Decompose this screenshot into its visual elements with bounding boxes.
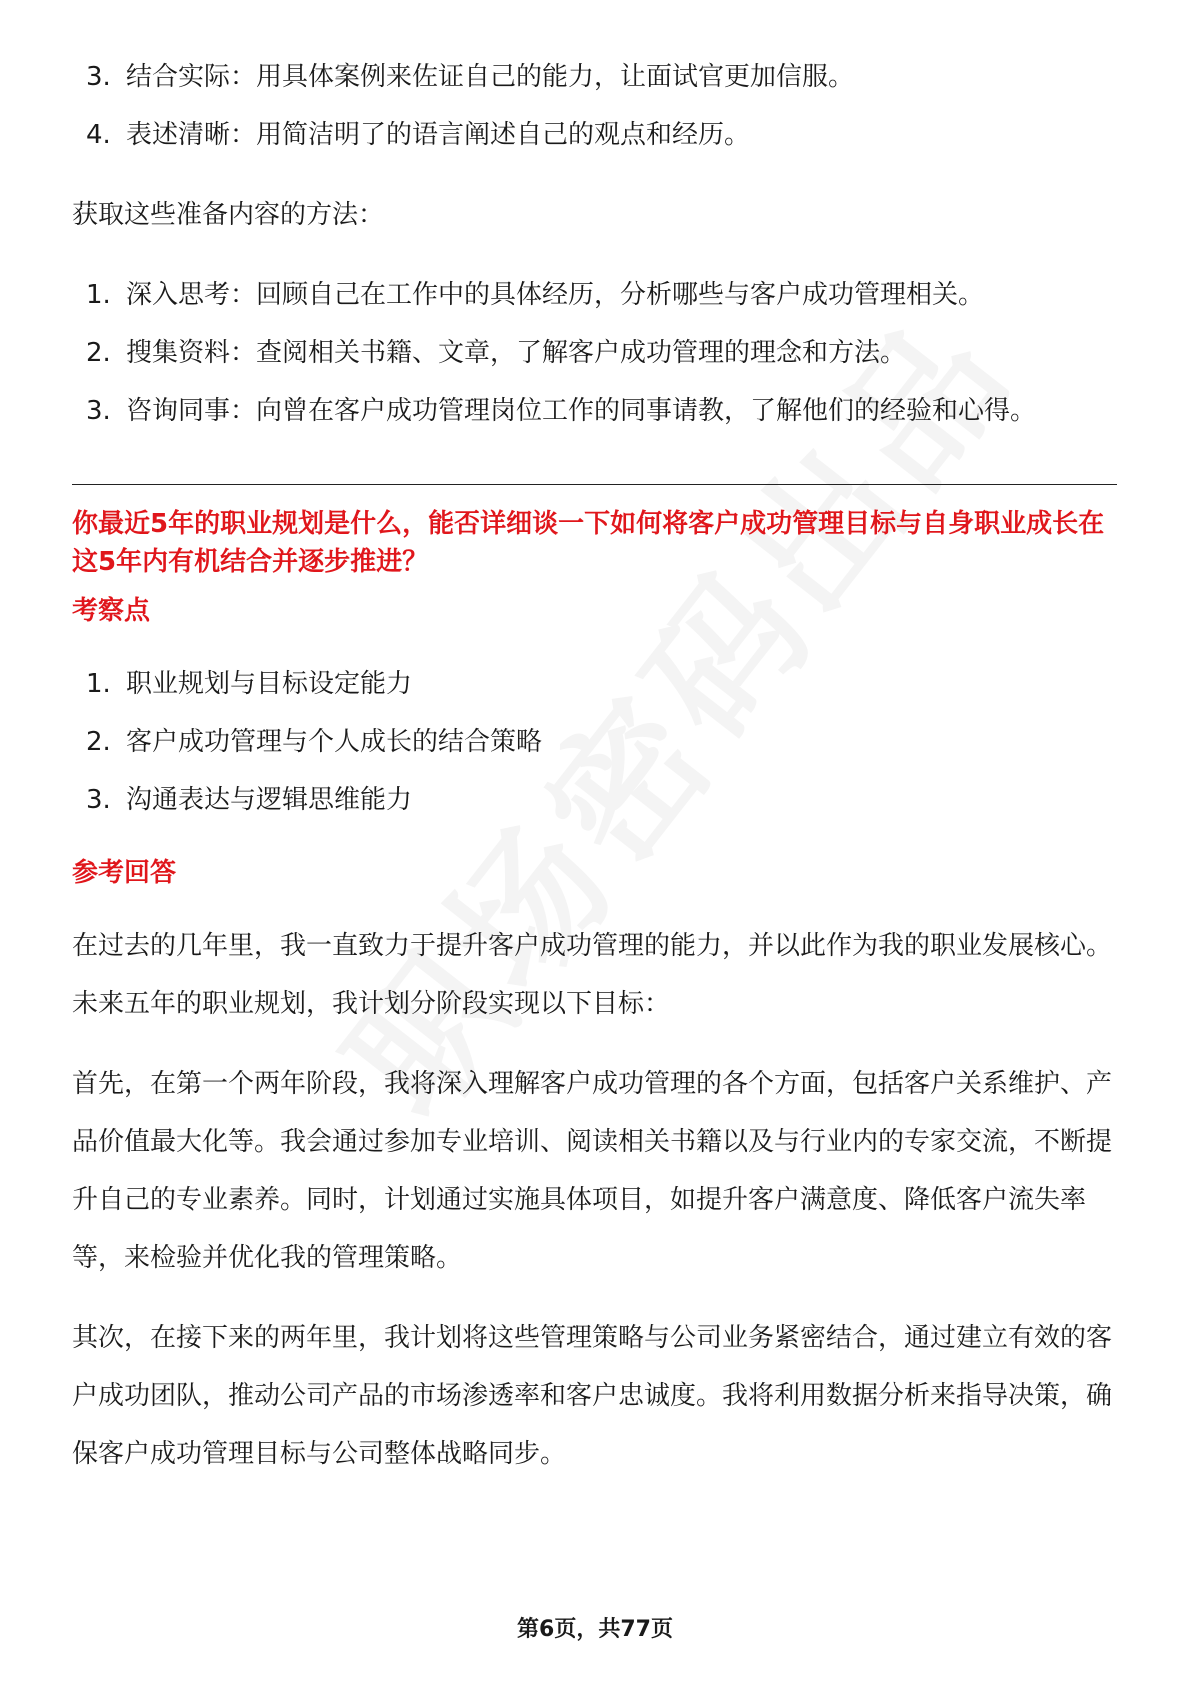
section-divider: [72, 484, 1117, 485]
document-page: [72, 0, 1117, 1684]
list-text: 沟通表达与逻辑思维能力: [126, 785, 413, 815]
list-text: 客户成功管理与个人成长的结合策略: [126, 727, 543, 757]
points-list: [72, 655, 1117, 829]
list-item: [72, 382, 1117, 440]
points-heading: 考察点: [72, 596, 151, 626]
list-item: [72, 713, 1117, 771]
list-item: [72, 266, 1117, 324]
page-number: 第6页，共77页: [517, 1617, 673, 1642]
list-number: 4.: [86, 120, 111, 150]
list-text: 职业规划与目标设定能力: [126, 669, 413, 699]
page-content: [72, 48, 1117, 1483]
question-title: 你最近5年的职业规划是什么，能否详细谈一下如何将客户成功管理目标与自身职业成长在这5年内有机结合并逐步推进？: [72, 509, 1105, 577]
methods-list: [72, 266, 1117, 440]
list-text: 搜集资料：查阅相关书籍、文章，了解客户成功管理的理念和方法。: [126, 338, 907, 368]
list-number: 1.: [86, 669, 111, 699]
answer-paragraph: 在过去的几年里，我一直致力于提升客户成功管理的能力，并以此作为我的职业发展核心。未来五年的职业规划，我计划分阶段实现以下目标：: [72, 931, 1113, 1019]
methods-heading: 获取这些准备内容的方法：: [72, 200, 385, 230]
list-text: 咨询同事：向曾在客户成功管理岗位工作的同事请教，了解他们的经验和心得。: [126, 396, 1037, 426]
list-item: [72, 324, 1117, 382]
list-number: 1.: [86, 280, 111, 310]
list-number: 2.: [86, 338, 111, 368]
list-number: 3.: [86, 62, 111, 92]
answer-heading: 参考回答: [72, 858, 177, 888]
list-item: [72, 48, 1117, 106]
list-item: [72, 655, 1117, 713]
list-text: 结合实际：用具体案例来佐证自己的能力，让面试官更加信服。: [126, 62, 855, 92]
list-item: [72, 106, 1117, 164]
list-item: [72, 771, 1117, 829]
list-number: 2.: [86, 727, 111, 757]
list-text: 表述清晰：用简洁明了的语言阐述自己的观点和经历。: [126, 120, 751, 150]
list-number: 3.: [86, 396, 111, 426]
list-text: 深入思考：回顾自己在工作中的具体经历，分析哪些与客户成功管理相关。: [126, 280, 985, 310]
answer-paragraph: 首先，在第一个两年阶段，我将深入理解客户成功管理的各个方面，包括客户关系维护、产品价值最大化等。我会通过参加专业培训、阅读相关书籍以及与行业内的专家交流，不断提升自己的专业素养。同时，计划通过实施具体项目，如提升客户满意度、降低客户流失率等，来检验并优化我的管理策略。: [72, 1069, 1113, 1273]
prep-list-continued: [72, 48, 1117, 164]
answer-paragraph: 其次，在接下来的两年里，我计划将这些管理策略与公司业务紧密结合，通过建立有效的客户成功团队，推动公司产品的市场渗透率和客户忠诚度。我将利用数据分析来指导决策，确保客户成功管理目标与公司整体战略同步。: [72, 1323, 1113, 1469]
list-number: 3.: [86, 785, 111, 815]
